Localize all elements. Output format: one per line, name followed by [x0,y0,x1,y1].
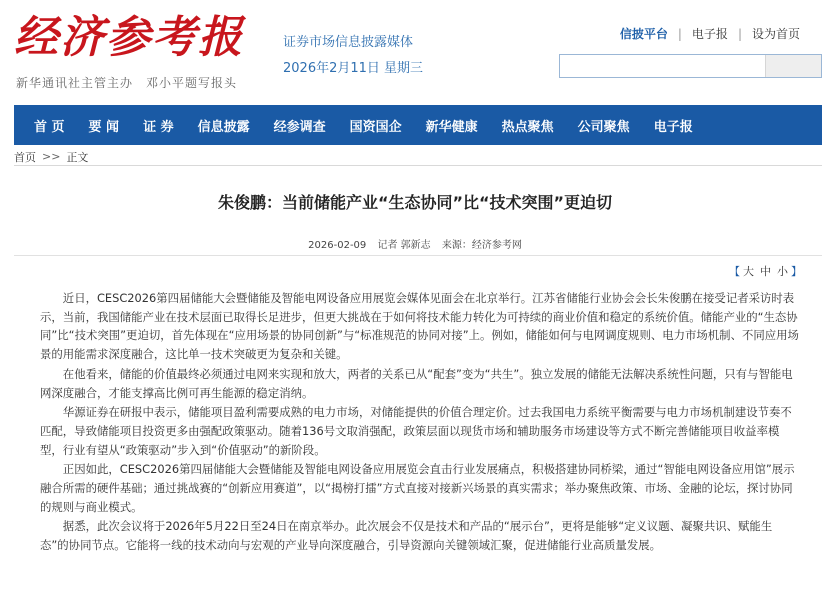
meta-divider [14,255,822,256]
article-paragraph: 华源证券在研报中表示，储能项目盈利需要成熟的电力市场，对储能提供的价值合理定价。过去我国电力系统平衡需要与电力市场机制建设节奏不匹配，导致储能项目投资更多由强配政策驱动。随着136号文取消强配，政策层面以现货市场和辅助服务市场建设等方式不断完善储能项目收益率模型，行业有望从“政策驱动”步入到“价值驱动”的新阶段。 [40,405,792,457]
main-nav [14,105,822,145]
article-paragraph: 近日，CESC2026第四届储能大会暨储能及智能电网设备应用展览会媒体见面会在北京举行。江苏省储能行业协会会长朱俊鹏在接受记者采访时表示，当前，我国储能产业在技术层面已取得长足进步，但更大挑战在于如何将技术能力转化为可持续的商业价值和稳定的系统价值。储能产业的“生态协同”比“技术突围”更迫切，首先体现在“应用场景的协同创新”与“标准规范的协同对接”上。例如，储能如何与电网调度规则、电力市场机制、不同应用场景的用能需求深度融合，这比单一技术突破更为复杂和关键。 [40,291,799,362]
link-divider: | [677,26,682,41]
nav-item-soe[interactable]: 国资国企 [349,119,402,135]
bracket-close: 】 [791,265,802,278]
nav-item-news[interactable]: 要 闻 [88,119,120,135]
breadcrumb-separator: >> [42,150,61,163]
nav-item-securities[interactable]: 证 券 [143,119,174,135]
current-date: 2026年2月11日 星期三 [283,61,424,76]
search-box [559,54,822,78]
search-input[interactable] [560,55,765,77]
breadcrumb-current: 正文 [66,150,89,164]
font-size-medium[interactable]: 中 [760,265,771,278]
nav-item-disclosure[interactable]: 信息披露 [197,119,250,135]
font-size-small[interactable]: 小 [777,265,788,278]
font-size-switcher [729,263,802,279]
font-size-large[interactable]: 大 [743,265,754,278]
set-homepage-link[interactable]: 设为首页 [751,27,800,41]
article-paragraph: 在他看来，储能的价值最终必须通过电网来实现和放大，两者的关系已从“配套”变为“共生”。独立发展的储能无法解决系统性问题，只有与智能电网深度融合，才能支撑高比例可再生能源的稳定消纳。 [40,366,793,400]
top-links [620,25,800,42]
nav-item-home[interactable]: 首 页 [34,119,65,135]
nav-item-investigation[interactable]: 经参调查 [273,119,326,135]
site-tagline: 证券市场信息披露媒体 [283,35,414,50]
article-author: 记者 郭新志 [377,240,431,251]
disclosure-platform-link[interactable]: 信披平台 [619,27,668,41]
article-source: 来源：经济参考网 [441,240,522,251]
search-button[interactable] [765,55,821,77]
article-title: 朱俊鹏：当前储能产业“生态协同”比“技术突围”更迫切 [217,193,613,212]
e-paper-link[interactable]: 电子报 [691,27,728,41]
article-paragraph: 据悉，此次会议将于2026年5月22日至24日在南京举办。此次展会不仅是技术和产品的“展示台”，更将是能够“定义议题、凝聚共识、赋能生态”的协同节点。它能将一线的技术动向与宏观的产业导向深度融合，引导资源向关键领域汇聚，促进储能行业高质量发展。 [40,519,773,553]
logo-subtitle: 新华通讯社主管主办 邓小平题写报头 [16,76,238,90]
article-body [40,289,800,556]
article-date: 2026-02-09 [308,240,367,251]
link-divider: | [737,26,742,41]
breadcrumb [14,148,822,166]
article-paragraph: 正因如此，CESC2026第四届储能大会暨储能及智能电网设备应用展览会直击行业发展痛点，积极搭建协同桥梁，通过“智能电网设备应用馆”展示融合所需的硬件基础；通过挑战赛的“创新应用赛道”，以“揭榜打擂”方式直接对接新兴场景的真实需求；举办聚焦政策、市场、金融的论坛，探讨协同的规则与商业模式。 [40,462,795,514]
nav-item-health[interactable]: 新华健康 [425,119,478,135]
article-meta [0,236,830,251]
nav-item-companies[interactable]: 公司聚焦 [577,119,630,135]
bracket-open: 【 [729,265,740,278]
site-header [0,0,830,105]
nav-item-e-paper[interactable]: 电子报 [653,119,693,135]
breadcrumb-home[interactable]: 首页 [14,150,36,164]
nav-item-hot-topics[interactable]: 热点聚焦 [501,119,554,135]
site-logo[interactable]: 经济参考报 [14,12,244,63]
